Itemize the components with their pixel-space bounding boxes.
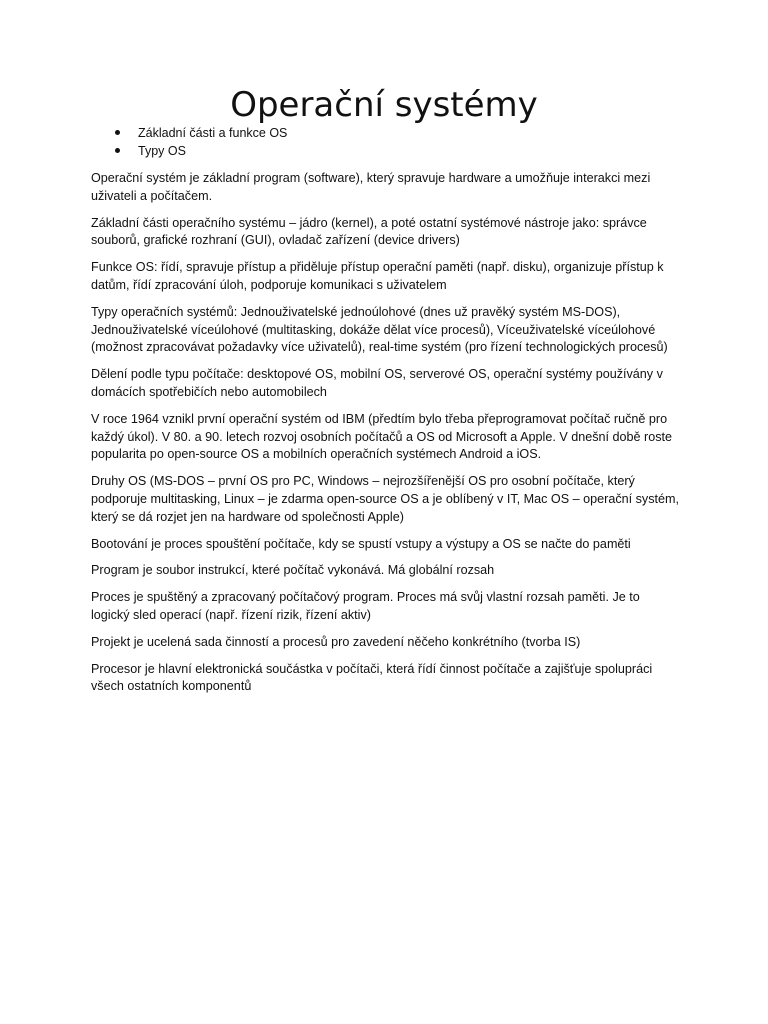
paragraph-definition: Operační systém je základní program (software), který spravuje hardware a umožňuje interakci mezi uživateli a počítačem.	[91, 171, 651, 203]
paragraph-history: V roce 1964 vznikl první operační systém od IBM (předtím bylo třeba přeprogramovat počítač ručně pro každý úkol). V 80. a 90. letech rozvoj osobních počítačů a OS od Microsoft a Apple. V dnešní době roste popularita po open-source OS a mobilních operačních systémech Android a iOS.	[91, 411, 673, 462]
paragraph-processor: Procesor je hlavní elektronická součástka v počítači, která řídí činnost počítače a zajišťuje spolupráci všech ostatních komponentů	[91, 661, 653, 694]
paragraph-process: Proces je spuštěný a zpracovaný počítačový program. Proces má svůj vlastní rozsah paměti. Je to logický sled operací (např. řízení rizik, řízení aktiv)	[91, 590, 640, 622]
list-item	[110, 142, 287, 160]
bullet-icon	[115, 148, 120, 153]
topic-list	[110, 124, 287, 160]
list-item-text: Základní části a funkce OS	[138, 126, 288, 140]
paragraph-kinds: Druhy OS (MS-DOS – první OS pro PC, Windows – nejrozšířenější OS pro osobní počítače, který podporuje multitasking, Linux – je zdarma open-source OS a je oblíbený v IT, Mac OS – operační systém, který se dá rozjet jen na hardware od společnosti Apple)	[91, 474, 680, 524]
document-body	[91, 170, 681, 705]
bullet-icon	[115, 130, 120, 135]
list-item-text: Typy OS	[138, 144, 186, 158]
list-item	[110, 124, 287, 142]
paragraph-program: Program je soubor instrukcí, které počítač vykonává. Má globální rozsah	[91, 563, 495, 578]
paragraph-booting: Bootování je proces spouštění počítače, kdy se spustí vstupy a výstupy a OS se načte do paměti	[91, 536, 631, 551]
paragraph-functions: Funkce OS: řídí, spravuje přístup a přiděluje přístup operační paměti (např. disku), organizuje přístup k datům, řídí zpracování úloh, podporuje komunikaci s uživatelem	[91, 260, 664, 292]
paragraph-types: Typy operačních systémů: Jednouživatelské jednoúlohové (dnes už pravěký systém MS-DOS), Jednouživatelské víceúlohové (multitasking, dokáže dělat více procesů), Víceuživatelské víceúlohové (možnost zpracovávat požadavky více uživatelů), real-time systém (pro řízení technologických procesů)	[91, 304, 668, 355]
paragraph-project: Projekt je ucelená sada činností a procesů pro zavedení něčeho konkrétního (tvorba IS)	[91, 634, 581, 649]
page-title: Operační systémy	[230, 85, 538, 125]
paragraph-division: Dělení podle typu počítače: desktopové OS, mobilní OS, serverové OS, operační systémy používány v domácích spotřebičích nebo automobilech	[91, 367, 663, 399]
paragraph-components: Základní části operačního systému – jádro (kernel), a poté ostatní systémové nástroje jako: správce souborů, grafické rozhraní (GUI), ovladač zařízení (device drivers)	[91, 215, 647, 248]
